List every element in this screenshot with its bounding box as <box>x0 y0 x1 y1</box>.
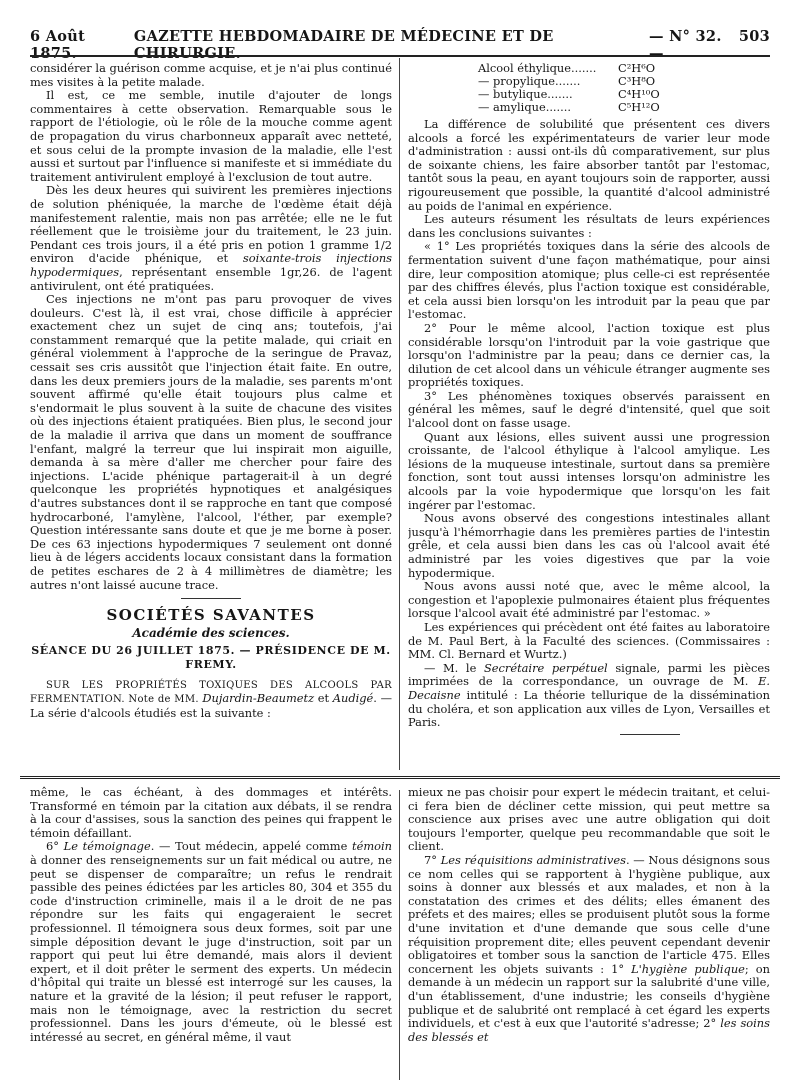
text-run: Dès les deux heures qui suivirent les premières injections de solution phéniquée, la marche de l'œdème était déjà manifestement ralentie, mais non pas arrêtée; elle ne le fut réellement que le troisième jour du traitement, le 23 juin. Pendant ces trois jours, il a été pris en potion 1 gramme 1/2 environ d'acide phénique, et <box>30 183 392 266</box>
paragraph: « 1° Les propriétés toxiques dans la série des alcools de fermentation suivent d'une façon mathématique, pour ainsi dire, leur composition atomique; plus celle-ci est représentée par des chiffres élevés, plus l'action toxique est considérable, et cela aussi bien lorsqu'on les introduit par la peau que par l'estomac. <box>408 239 770 322</box>
text-run: à donner des renseignements sur un fait médical ou autre, ne peut se dispenser de comparaître; un refus le rendrait passible des peines édictées par les articles 80, 304 et 355 du code d'instruction criminelle, mais il a le droit de ne pas répondre sur les faits qui engageraient le secret professionnel. Il témoignera sous deux formes, soit par une simple déposition devant le juge d'instruction, soit par un rapport qui peut lui être demandé, mais alors il devient expert, et il doit prêter le serment des experts. Un médecin d'hôpital qui traite un blessé est interrogé sur les causes, la nature et la gravité de la lésion; il peut refuser le rapport, mais non le témoignage, avec la restriction du secret professionnel. Dans les jours d'émeute, où le blessé est intéressé au secret, en général même, il vaut <box>30 852 392 1044</box>
paragraph: 3° Les phénomènes toxiques observés paraissent en général les mêmes, sauf le degré d'intensité, quel que soit l'alcool dont on fasse usage. <box>408 388 770 431</box>
column-divider-bottom <box>399 790 400 1080</box>
italic-run: témoin <box>352 839 392 854</box>
paragraph <box>30 840 392 1044</box>
header-date: 6 Août 1875. <box>30 28 86 62</box>
text-run: . — Tout médecin, appelé comme <box>150 839 353 854</box>
paragraph: Nous avons aussi noté que, avec le même alcool, la congestion et l'apoplexie pulmonaires étaient plus fréquentes lorsque l'alcool avait été administré par l'estomac. » <box>408 579 770 621</box>
italic-run: Secrétaire perpétuel <box>483 660 608 675</box>
text-run: ; on demande à un médecin un rapport sur la salubrité d'une ville, d'un établissement, d'une industrie; les conseils d'hygiène publique et de salubrité ont remplacé à cet égard les experts individuels, et c'est à eux que l'autorité s'adresse; 2° <box>408 961 770 1031</box>
alcohol-formula: C²H⁶O <box>618 62 656 75</box>
alcohol-formula: C⁵H¹²O <box>618 100 660 114</box>
italic-run: soixante-trois injections hypodermiques <box>30 251 392 279</box>
session-heading: SÉANCE DU 26 JUILLET 1875. — PRÉSIDENCE DE M. FREMY. <box>31 644 391 671</box>
alcohol-formula: C³H⁸O <box>618 74 656 88</box>
italic-run: Audigé <box>332 691 374 706</box>
section-title: SOCIÉTÉS SAVANTES <box>106 606 316 625</box>
italic-run: Les réquisitions administratives <box>440 852 626 867</box>
paragraph: même, le cas échéant, à des dommages et intérêts. Transformé en témoin par la citation aux débats, il se rendra à la cour d'assises, sous la sanction des peines qui frappent le témoin défaillant. <box>30 786 392 840</box>
paragraph <box>30 184 392 293</box>
text-run: et <box>314 691 333 706</box>
text-run: . — Nous désignons sous ce nom celles qui se rapportent à l'hygiène publique, aux soins à donner aux blessés et aux malades, et non à la constatation des crimes et des délits; elles émanent des préfets et des maires; elles se produisent plutôt sous la forme d'une invitation et d'une demande que sous celle d'une réquisition proprement dite; elles peuvent cependant devenir obligatoires et tomber sous la sanction de l'article 475. Elles concernent les objets suivants : 1° <box>408 852 770 976</box>
paragraph: mieux ne pas choisir pour expert le médecin traitant, et celui-ci fera bien de décliner cette mission, qui peut mettre sa conscience aux prises avec une autre obligation qui doit toujours l'emporter, quelque peu recommandable que soit le client. <box>408 786 770 854</box>
alcohol-list <box>478 62 770 114</box>
text-run: signale, parmi les pièces imprimées de la correspondance, un ouvrage de M. <box>408 660 770 689</box>
header-page-number: 503 <box>738 28 770 45</box>
right-column-bottom <box>408 786 770 1081</box>
header-issue-number: — N° 32. — <box>648 28 722 62</box>
paragraph: La différence de solubilité que présentent ces divers alcools a forcé les expérimentateurs de varier leur mode d'administration : aussi ont-ils dû comparativement, sur plus de soixante chiens, les faire absorber tantôt par l'estomac, tantôt sous la peau, en ayant toujours soin de rapporter, aussi rigoureusement que possible, la quantité d'alcool administré au poids de l'animal en expérience. <box>408 117 770 213</box>
text-run: — M. le <box>424 660 484 675</box>
paragraph: Ces injections ne m'ont pas paru provoquer de vives douleurs. C'est là, il est vrai, chose difficile à apprécier exactement chez un sujet de cinq ans; toutefois, j'ai constamment remarqué que la petite malade, qui criait en général violemment à l'approche de la seringue de Pravaz, cessait ses cris aussitôt que l'injection était faite. En outre, dans les deux premiers jours de la maladie, ses parents m'ont souvent affirmé qu'elle était toujours plus calme et s'endormait le plus souvent à la suite de chacune des visites où des injections étaient pratiquées. Bien plus, le second jour de la maladie il arriva que dans un moment de souffrance l'enfant, malgré la terreur que lui inspirait mon aiguille, demanda à sa mère d'aller me chercher pour faire des injections. L'acide phénique partagerait-il à un degré quelconque les propriétés hypnotiques et analgésiques d'autres substances dont il se rapproche en tant que composé hydrocarboné, l'amylène, l'alcool, l'éther, par exemple? Question intéressante sans doute et que je me borne à poser. De ces 63 injections hypodermiques 7 seulement ont donné lieu à de légers accidents locaux consistant dans la formation de petites eschares de 2 à 4 millimètres de diamètre; les autres n'ont laissé aucune trace. <box>30 292 392 592</box>
paragraph: Quant aux lésions, elles suivent aussi une progression croissante, de l'alcool éthylique à l'alcool amylique. Les lésions de la muqueuse intestinale, surtout dans sa première fonction, sont tout aussi intenses lorsqu'on administre les alcools par la voie hypodermique que lorsqu'on les fait ingérer par l'estomac. <box>408 429 770 512</box>
column-divider-top <box>399 58 400 770</box>
left-column-top <box>30 62 392 768</box>
alcohol-name: — amylique....... <box>478 100 572 114</box>
end-rule <box>620 734 680 735</box>
paragraph: 2° Pour le même alcool, l'action toxique est plus considérable lorsqu'on l'introduit par la voie gastrique que lorsqu'on l'administre par la peau; dans ce dernier cas, la dilution de cet alcool dans un véhicule étranger augmente ses propriétés toxiques. <box>408 320 770 390</box>
italic-run: L'hygiène publique <box>631 961 745 976</box>
paragraph <box>408 854 770 1044</box>
text-run: 7° <box>424 852 441 867</box>
paragraph <box>408 662 770 730</box>
italic-run: Le témoignage <box>63 839 151 854</box>
paragraph: Les auteurs résument les résultats de leurs expériences dans les conclusions suivantes : <box>408 212 770 240</box>
header-rule <box>30 55 770 57</box>
list-item <box>478 101 770 114</box>
paragraph: Les expériences qui précèdent ont été faites au laboratoire de M. Paul Bert, à la Faculté des sciences. (Commissaires : MM. Cl. Bernard et Wurtz.) <box>408 619 770 662</box>
page-header <box>30 28 770 62</box>
alcohol-name: Alcool éthylique....... <box>478 62 597 75</box>
text-run: intitulé : La théorie tellurique de la dissémination du choléra, et son application aux villes de Lyon, Versailles et Paris. <box>408 687 770 730</box>
alcohol-name: — butylique....... <box>478 87 573 101</box>
paragraph <box>30 678 392 721</box>
italic-run: E. Decaisne <box>408 674 770 702</box>
italic-run: les soins des blessés et <box>408 1016 770 1044</box>
text-run: 6° <box>46 839 64 854</box>
academy-title: Académie des sciences. <box>132 625 290 640</box>
left-column-bottom <box>30 786 392 1081</box>
section-rule <box>181 598 241 599</box>
text-run: , représentant ensemble 1gr,26. de l'agent antivirulent, ont été pratiquées. <box>30 264 392 293</box>
alcohol-formula: C⁴H¹⁰O <box>618 87 660 101</box>
italic-run: Dujardin-Beaumetz <box>202 691 315 706</box>
text-run: SUR LES PROPRIÉTÉS TOXIQUES DES ALCOOLS PAR FERMENTATION. Note de MM. <box>30 679 392 706</box>
paragraph: Il est, ce me semble, inutile d'ajouter de longs commentaires à cette observation. Remarquable sous le rapport de l'étiologie, où le rôle de la mouche comme agent de propagation du virus charbonneux apparaît avec netteté, et sous celui de la prompte invasion de la maladie, elle l'est aussi et surtout par l'influence si manifeste et si immédiate du traitement antivirulent employé à l'exclusion de tout autre. <box>30 88 392 184</box>
alcohol-name: — propylique....... <box>478 74 581 88</box>
right-column-top <box>408 62 770 768</box>
paragraph: Nous avons observé des congestions intestinales allant jusqu'à l'hémorrhagie dans les premières parties de l'intestin grêle, et cela aussi bien dans les cas où l'alcool avait été administré par les voies digestives que par la voie hypodermique. <box>408 511 770 580</box>
section-divider <box>20 776 780 779</box>
header-journal-title: GAZETTE HEBDOMADAIRE DE MÉDECINE ET DE CHIRURGIE. <box>133 28 554 62</box>
paragraph: considérer la guérison comme acquise, et je n'ai plus continué mes visites à la petite malade. <box>30 62 392 89</box>
text-run: . — La série d'alcools étudiés est la suivante : <box>30 691 392 720</box>
